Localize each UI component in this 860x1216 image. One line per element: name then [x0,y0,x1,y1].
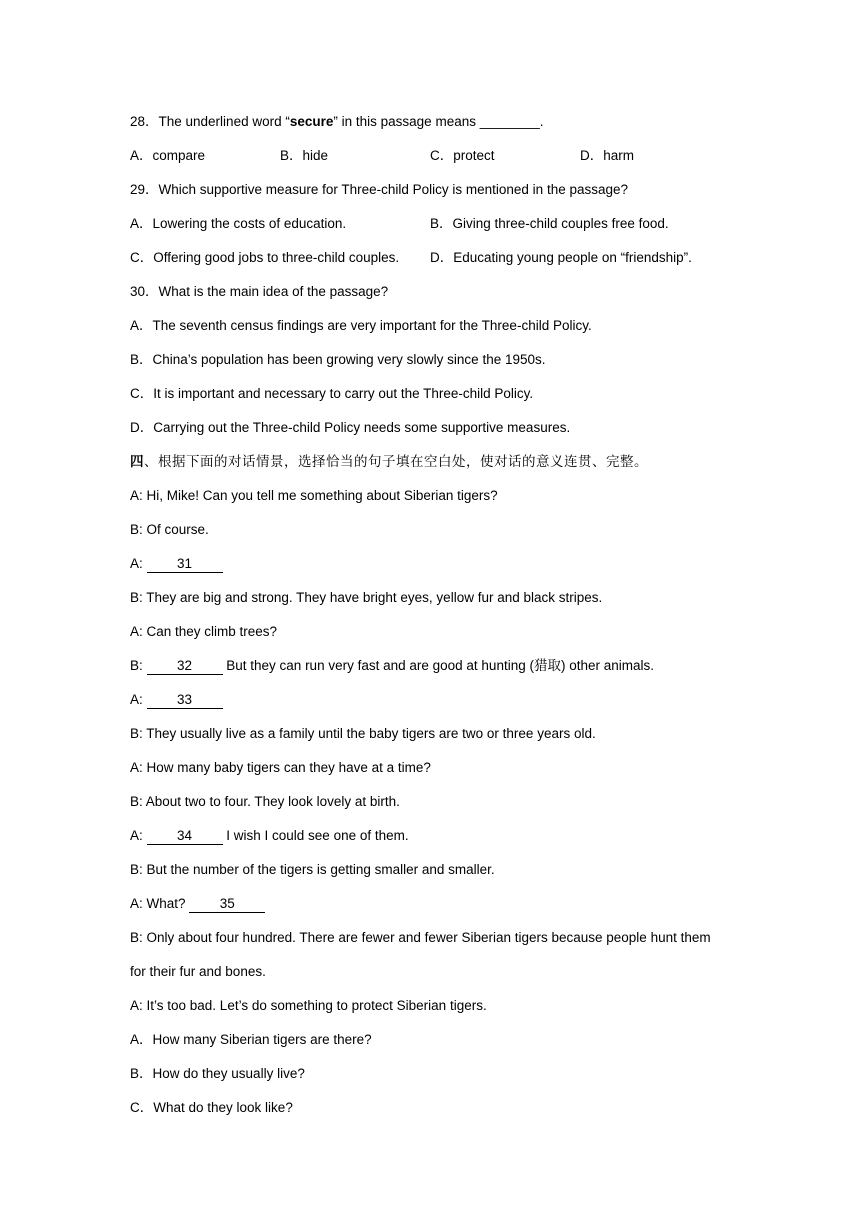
choice-b: B．How do they usually live? [130,1066,305,1081]
dialogue-suffix: I wish I could see one of them. [222,828,409,843]
section-4-number: 四 [130,454,144,470]
q28-stem-before: 28．The underlined word “ [130,114,290,129]
speaker-prefix: A: [130,556,147,571]
dialogue-line: A: Can they climb trees? [130,624,278,639]
q29-option-b: B．Giving three-child couples free food. [430,216,669,231]
question-28-stem [130,112,770,146]
dialogue-line-blank-32 [130,656,770,690]
question-28-options [130,146,770,180]
question-29-options-row1 [130,214,770,248]
choice-a: A．How many Siberian tigers are there? [130,1032,372,1047]
speaker-prefix: A: [130,692,147,707]
dialogue-line: B: Of course. [130,522,209,537]
choice-c: C．What do they look like? [130,1100,293,1115]
q28-option-c: C．protect [430,148,495,163]
dialogue-line: B: About two to four. They look lovely at birth. [130,794,400,809]
q28-bold-word: secure [289,114,334,129]
blank-31: 31 [147,556,223,573]
q29-option-a: A．Lowering the costs of education. [130,216,347,231]
question-30-stem: 30．What is the main idea of the passage? [130,284,389,299]
dialogue-suffix: But they can run very fast and are good at hunting (猎取) other animals. [222,658,654,673]
speaker-prefix: B: [130,658,147,673]
dialogue-line: B: But the number of the tigers is getting smaller and smaller. [130,862,495,877]
q28-option-d: D．harm [580,148,635,163]
q30-option-b: B．China’s population has been growing very slowly since the 1950s. [130,352,546,367]
dialogue-line: A: Hi, Mike! Can you tell me something about Siberian tigers? [130,488,498,503]
dialogue-line-blank-35 [130,894,770,928]
document-page [130,112,770,1132]
dialogue-line: B: They usually live as a family until the baby tigers are two or three years old. [130,726,596,741]
speaker-prefix: A: [130,828,147,843]
dialogue-line-blank-33 [130,690,770,724]
question-29-stem: 29．Which supportive measure for Three-child Policy is mentioned in the passage? [130,182,629,197]
dialogue-line: A: How many baby tigers can they have at a time? [130,760,431,775]
dialogue-line-blank-31 [130,554,770,588]
dialogue-line: B: They are big and strong. They have bright eyes, yellow fur and black stripes. [130,590,603,605]
q30-option-c: C．It is important and necessary to carry out the Three-child Policy. [130,386,534,401]
q30-option-d: D．Carrying out the Three-child Policy needs some supportive measures. [130,420,571,435]
q28-option-b: B．hide [280,148,329,163]
q29-option-c: C．Offering good jobs to three-child couples. [130,250,400,265]
dialogue-line: B: Only about four hundred. There are fewer and fewer Siberian tigers because people hunt them [130,930,711,945]
dialogue-line: for their fur and bones. [130,964,266,979]
q28-option-a: A．compare [130,148,206,163]
blank-35: 35 [189,896,265,913]
blank-32: 32 [147,658,223,675]
blank-34: 34 [147,828,223,845]
q28-stem-after: ” in this passage means ________. [333,114,544,129]
question-29-options-row2 [130,248,770,282]
blank-33: 33 [147,692,223,709]
dialogue-line-blank-34 [130,826,770,860]
q29-option-d: D．Educating young people on “friendship”. [430,250,692,265]
section-4-heading [130,452,770,486]
dialogue-line: A: It’s too bad. Let’s do something to protect Siberian tigers. [130,998,487,1013]
section-4-instruction: 、根据下面的对话情景，选择恰当的句子填在空白处，使对话的意义连贯、完整。 [144,454,648,470]
speaker-prefix: A: What? [130,896,190,911]
q30-option-a: A．The seventh census findings are very important for the Three-child Policy. [130,318,592,333]
